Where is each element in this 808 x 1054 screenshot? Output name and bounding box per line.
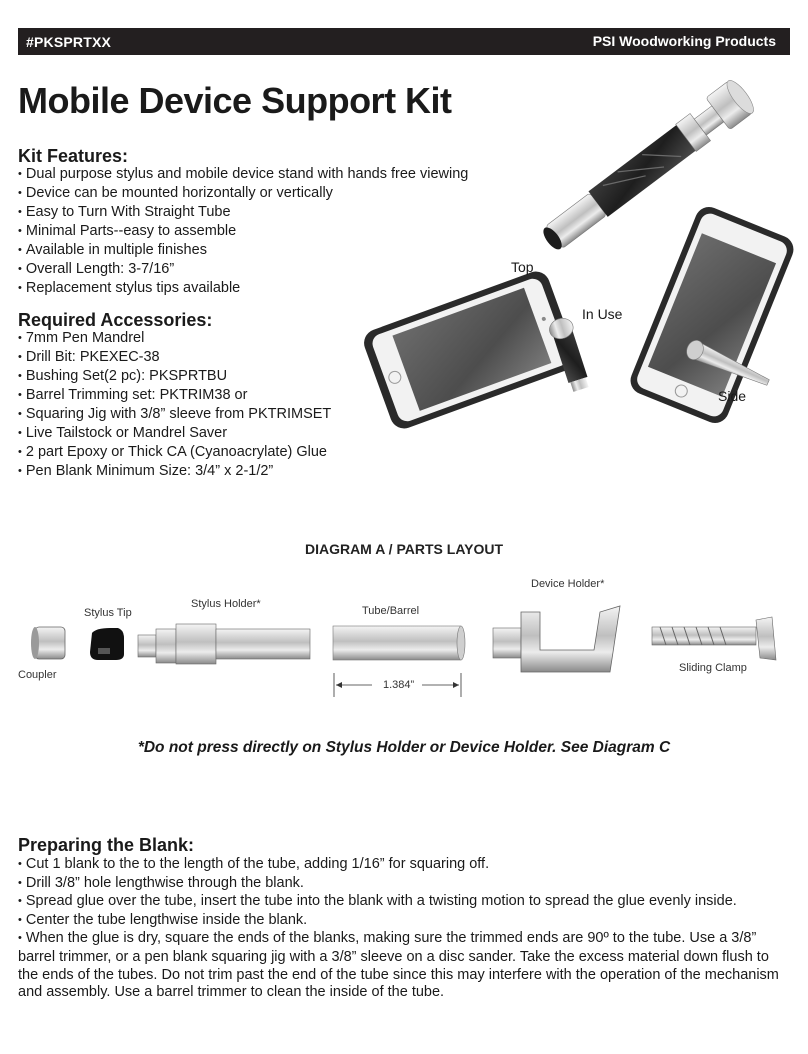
list-item: • Drill 3/8” hole lengthwise through the blank. xyxy=(18,875,792,894)
list-item: • Replacement stylus tips available xyxy=(18,279,468,298)
list-item: • Barrel Trimming set: PKTRIM38 or xyxy=(18,386,331,405)
list-item: • Minimal Parts--easy to assemble xyxy=(18,222,468,241)
list-item: • Pen Blank Minimum Size: 3/4” x 2-1/2” xyxy=(18,462,331,481)
list-item: • Bushing Set(2 pc): PKSPRTBU xyxy=(18,367,331,386)
stylus-tip-part xyxy=(90,628,124,660)
list-item: • Center the tube lengthwise inside the blank. xyxy=(18,912,792,931)
brand-name: PSI Woodworking Products xyxy=(592,33,776,49)
label-coupler: Coupler xyxy=(18,669,57,681)
dimension-label: 1.384” xyxy=(383,679,415,691)
list-item: • 7mm Pen Mandrel xyxy=(18,329,331,348)
label-sliding-clamp: Sliding Clamp xyxy=(679,662,747,674)
preparing-heading: Preparing the Blank: xyxy=(18,835,195,855)
warning-note: *Do not press directly on Stylus Holder or Device Holder. See Diagram C xyxy=(137,739,671,756)
list-item: • Device can be mounted horizontally or vertically xyxy=(18,184,468,203)
required-accessories-heading: Required Accessories: xyxy=(18,310,213,330)
list-item: • Dual purpose stylus and mobile device stand with hands free viewing xyxy=(18,165,468,184)
label-device-holder: Device Holder* xyxy=(531,578,605,590)
list-item: • Spread glue over the tube, insert the tube into the blank with a twisting motion to spread the glue evenly inside. xyxy=(18,893,792,912)
page-title: Mobile Device Support Kit xyxy=(18,80,452,121)
list-item: • Cut 1 blank to the to the length of the tube, adding 1/16” for squaring off. xyxy=(18,856,792,875)
label-tube-barrel: Tube/Barrel xyxy=(362,605,420,617)
list-item: • Drill Bit: PKEXEC-38 xyxy=(18,348,331,367)
list-item: • Live Tailstock or Mandrel Saver xyxy=(18,424,331,443)
label-stylus-tip: Stylus Tip xyxy=(84,607,132,619)
label-stylus-holder: Stylus Holder* xyxy=(191,598,261,610)
stylus-holder-part xyxy=(138,624,310,664)
list-item: • Available in multiple finishes xyxy=(18,241,468,260)
list-item: • When the glue is dry, square the ends of the blanks, making sure the trimmed ends are 90º to the tube. Use a 3/8” barrel trimmer, or a pen blank squaring jig with a 3/8” sleeve on a disc sander. Take the excess material down flush to the ends of the tubes. Do not trim past the end of the tube since this may interfere with the operation of the mechanism and assembly. Use a barrel trimmer to clean the inside of the tube. xyxy=(18,930,792,1001)
preparing-list xyxy=(18,856,792,1002)
sliding-clamp-part xyxy=(652,617,776,660)
product-code: #PKSPRTXX xyxy=(26,34,112,50)
device-holder-part xyxy=(493,606,620,672)
coupler-part xyxy=(31,627,65,659)
list-item: • Overall Length: 3-7/16” xyxy=(18,260,468,279)
label-in-use: In Use xyxy=(582,306,623,322)
diagram-title: DIAGRAM A / PARTS LAYOUT xyxy=(304,541,504,557)
tube-barrel-part xyxy=(333,626,465,660)
label-top: Top xyxy=(511,259,534,275)
list-item: • 2 part Epoxy or Thick CA (Cyanoacrylate) Glue xyxy=(18,443,331,462)
list-item: • Easy to Turn With Straight Tube xyxy=(18,203,468,222)
kit-features-heading: Kit Features: xyxy=(18,146,129,166)
label-side: Side xyxy=(718,388,747,404)
list-item: • Squaring Jig with 3/8” sleeve from PKTRIMSET xyxy=(18,405,331,424)
